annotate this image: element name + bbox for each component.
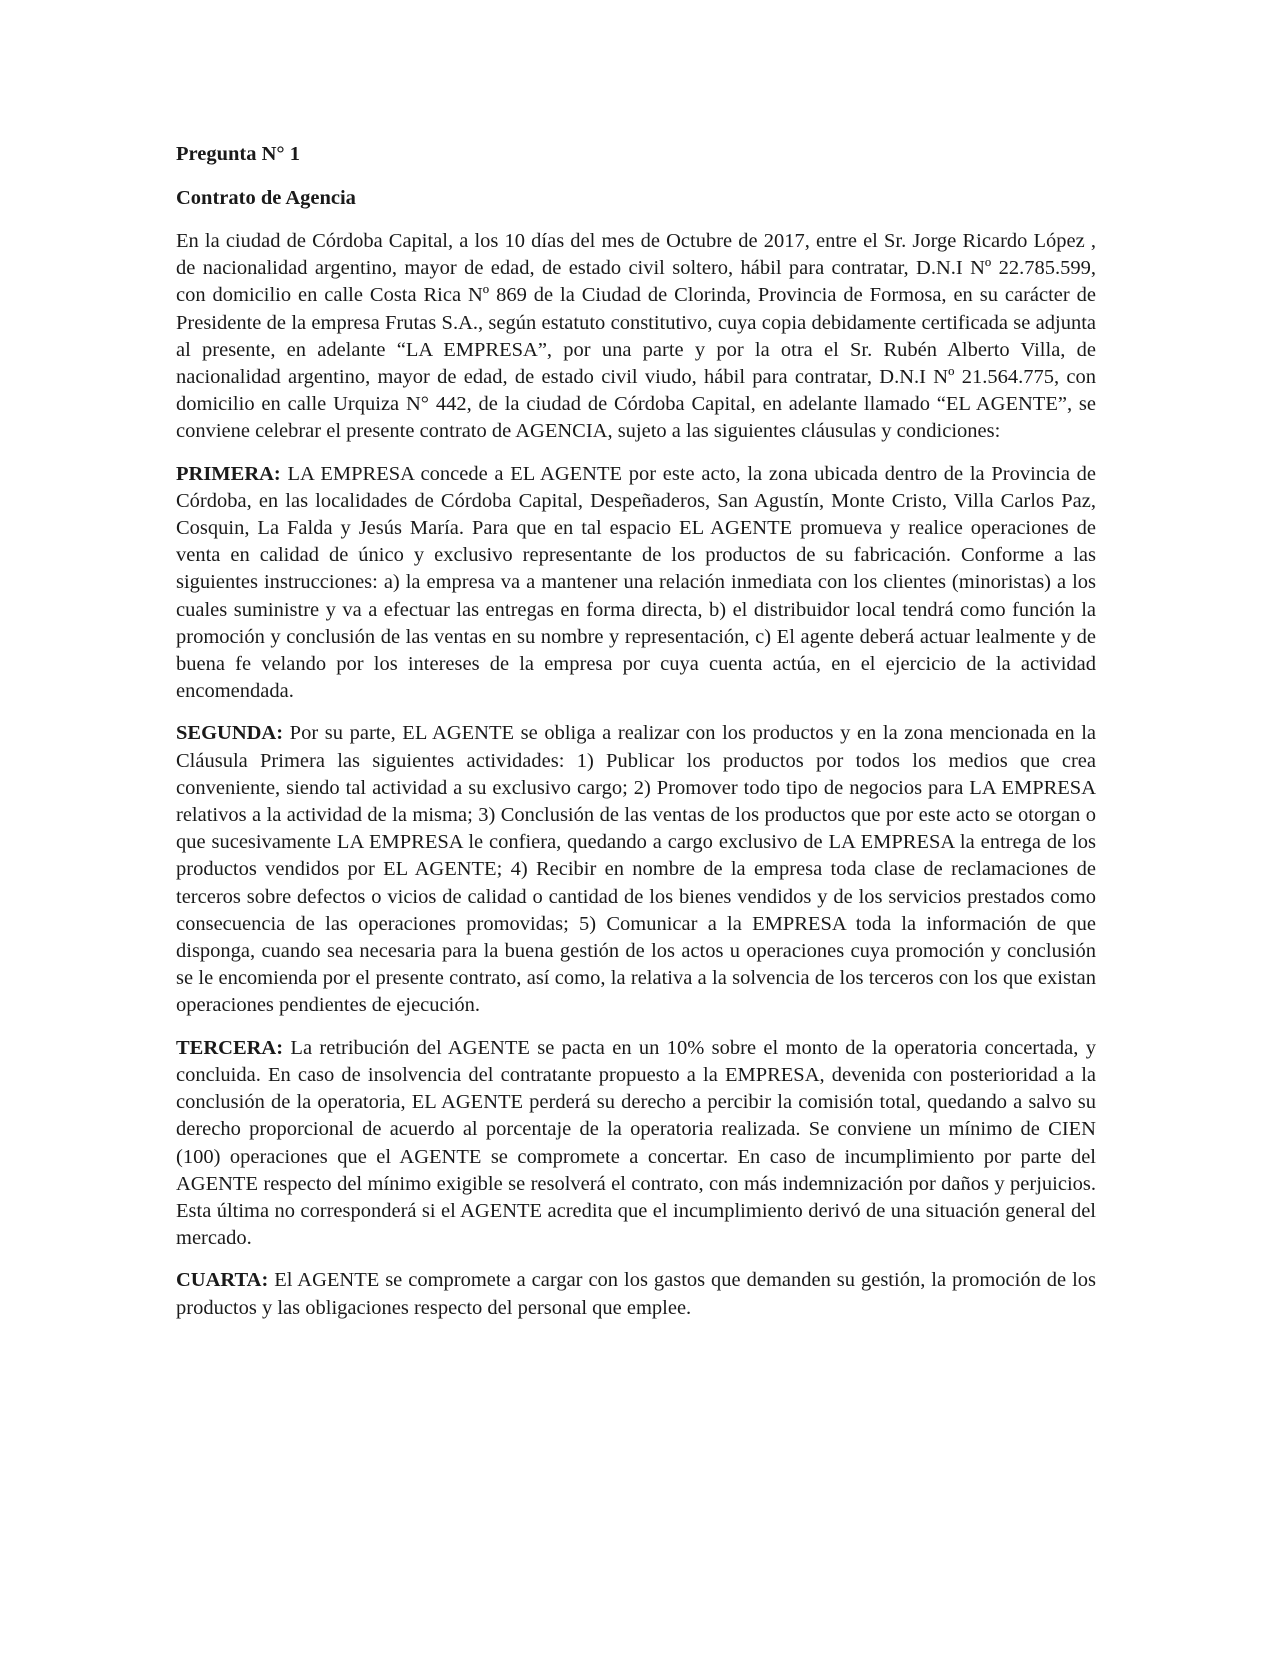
clause-cuarta: [176, 1267, 1096, 1321]
clause-primera: [176, 461, 1096, 706]
clause-text: El AGENTE se compromete a cargar con los gastos que demanden su gestión, la promoción de los productos y las obligaciones respecto del personal que emplee.: [176, 1269, 1096, 1319]
clause-segunda: [176, 720, 1096, 1019]
clause-label: PRIMERA:: [176, 462, 281, 485]
clause-tercera: [176, 1035, 1096, 1253]
clause-text: Por su parte, EL AGENTE se obliga a realizar con los productos y en la zona mencionada en la Cláusula Primera las siguientes actividades: 1) Publicar los productos por todos los medios que crea conveniente, siendo tal actividad a su exclusivo cargo; 2) Promover todo tipo de negocios para LA EMPRESA relativos a la actividad de la misma; 3) Conclusión de las ventas de los productos que por este acto se otorgan o que sucesivamente LA EMPRESA le confiera, quedando a cargo exclusivo de LA EMPRESA la entrega de los productos vendidos por EL AGENTE; 4) Recibir en nombre de la empresa toda clase de reclamaciones de terceros sobre defectos o vicios de calidad o cantidad de los bienes vendidos y de los servicios prestados como consecuencia de las operaciones promovidas; 5) Comunicar a la EMPRESA toda la información de que disponga, cuando sea necesaria para la buena gestión de los actos u operaciones cuya promoción y conclusión se le encomienda por el presente contrato, así como, la relativa a la solvencia de los terceros con los que existan operaciones pendientes de ejecución.: [176, 722, 1096, 1017]
clause-label: CUARTA:: [176, 1269, 269, 1292]
question-title: Pregunta N° 1: [176, 143, 300, 165]
clause-text: LA EMPRESA concede a EL AGENTE por este acto, la zona ubicada dentro de la Provincia de Córdoba, en las localidades de Córdoba Capital, Despeñaderos, San Agustín, Monte Cristo, Villa Carlos Paz, Cosquin, La Falda y Jesús María. Para que en tal espacio EL AGENTE promueva y realice operaciones de venta en calidad de único y exclusivo representante de los productos de su fabricación. Conforme a las siguientes instrucciones: a) la empresa va a mantener una relación inmediata con los clientes (minoristas) a los cuales suministre y va a efectuar las entregas en forma directa, b) el distribuidor local tendrá como función la promoción y conclusión de las ventas en su nombre y representación, c) El agente deberá actuar lealmente y de buena fe velando por los intereses de la empresa por cuya cuenta actúa, en el ejercicio de la actividad encomendada.: [176, 462, 1096, 703]
clause-label: SEGUNDA:: [176, 722, 284, 745]
clause-text: La retribución del AGENTE se pacta en un 10% sobre el monto de la operatoria concertada, y concluida. En caso de insolvencia del contratante propuesto a la EMPRESA, devenida con posterioridad a la conclusión de la operatoria, EL AGENTE perderá su derecho a percibir la comisión total, quedando a salvo su derecho proporcional de acuerdo al porcentaje de la operatoria realizada. Se conviene un mínimo de CIEN (100) operaciones que el AGENTE se compromete a concertar. En caso de incumplimiento por parte del AGENTE respecto del mínimo exigible se resolverá el contrato, con más indemnización por daños y perjuicios. Esta última no corresponderá si el AGENTE acredita que el incumplimiento derivó de una situación general del mercado.: [176, 1036, 1096, 1250]
intro-paragraph: En la ciudad de Córdoba Capital, a los 10 días del mes de Octubre de 2017, entre el Sr. Jorge Ricardo López , de nacionalidad argentino, mayor de edad, de estado civil soltero, hábil para contratar, D.N.I Nº 22.785.599, con domicilio en calle Costa Rica Nº 869 de la Ciudad de Clorinda, Provincia de Formosa, en su carácter de Presidente de la empresa Frutas S.A., según estatuto constitutivo, cuya copia debidamente certificada se adjunta al presente, en adelante “LA EMPRESA”, por una parte y por la otra el Sr. Rubén Alberto Villa, de nacionalidad argentino, mayor de edad, de estado civil viudo, hábil para contratar, D.N.I Nº 21.564.775, con domicilio en calle Urquiza N° 442, de la ciudad de Córdoba Capital, en adelante llamado “EL AGENTE”, se conviene celebrar el presente contrato de AGENCIA, sujeto a las siguientes cláusulas y condiciones:: [176, 230, 1096, 443]
contract-title: Contrato de Agencia: [176, 187, 356, 209]
clause-label: TERCERA:: [176, 1036, 284, 1059]
document-page: [176, 140, 1096, 1337]
